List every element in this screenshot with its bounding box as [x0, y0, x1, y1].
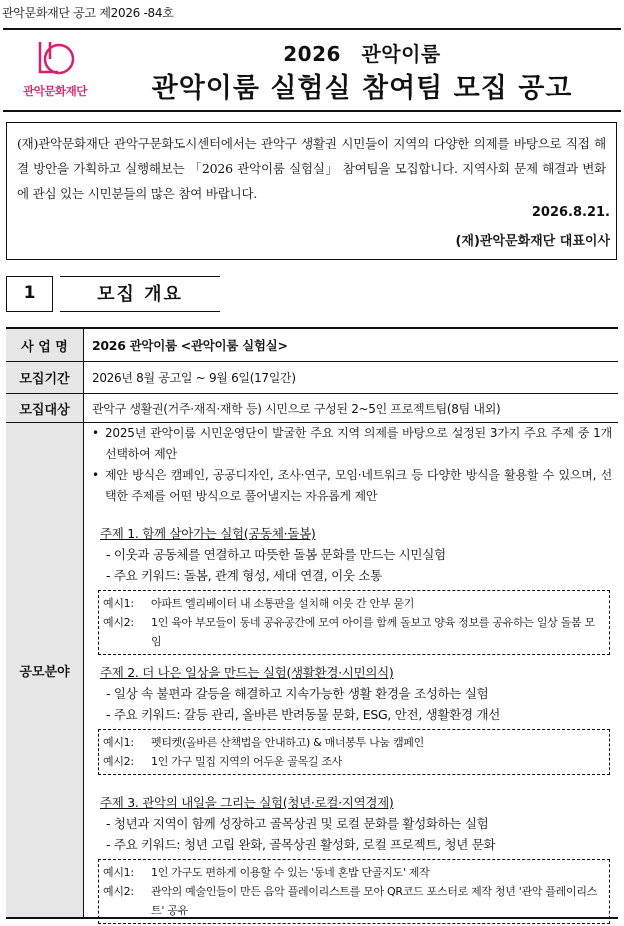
- announcement-date: 2026.8.21.: [531, 205, 610, 220]
- section-number: 1: [6, 276, 53, 312]
- section-title: 모집 개요: [60, 276, 220, 312]
- topic-heading: 주제 3. 관악의 내일을 그리는 실험(청년·로컬·지역경제): [100, 795, 394, 810]
- signer: (재)관악문화재단 대표이사: [455, 234, 610, 249]
- header-top-rule: [3, 28, 621, 30]
- table-row-project-name: [6, 329, 618, 362]
- topic-heading: 주제 2. 더 나은 일상을 만드는 실험(생활환경·시민의식): [100, 665, 394, 680]
- table-row-target: [6, 394, 618, 423]
- example-item: 예시1: 아파트 엘리베이터 내 소통판을 설치해 이웃 간 안부 묻기: [103, 597, 415, 610]
- list-item: • 2025년 관악이룸 시민운영단이 발굴한 주요 지역 의제를 바탕으로 설정된 3가지 주요 주제 중 1개 선택하여 제안: [92, 423, 612, 465]
- foundation-logo: [14, 38, 96, 102]
- example-item: 예시2: 1인 가구 밀집 지역의 어두운 골목길 조사: [103, 755, 343, 768]
- bullet-icon: •: [92, 468, 99, 482]
- header-bottom-rule: [3, 110, 621, 112]
- row-label: 모집대상: [6, 394, 84, 422]
- example-box: [98, 729, 610, 775]
- example-box: [98, 859, 610, 924]
- topic-description: - 청년과 지역이 함께 성장하고 골목상권 및 로컬 문화를 활성화하는 실험: [106, 816, 489, 831]
- topic-keywords: - 주요 키워드: 돌봄, 관계 형성, 세대 연결, 이웃 소통: [106, 568, 382, 583]
- topic-description: - 이웃과 공동체를 연결하고 따뜻한 돌봄 문화를 만드는 시민실험: [106, 547, 446, 562]
- logo-text: 관악문화재단: [23, 84, 87, 98]
- row-value: 관악구 생활권(거주·재직·재학 등) 시민으로 구성된 2~5인 프로젝트팀(8팀 내외): [92, 401, 501, 416]
- document-number: 관악문화재단 공고 제2026 -84호: [2, 6, 174, 20]
- row-value: 2026 관악이룸 <관악이룸 실험실>: [92, 338, 288, 353]
- example-item: 예시1: 1인 가구도 편하게 이용할 수 있는 '동네 혼밥 단골지도' 제작: [103, 866, 430, 879]
- field-content: [88, 423, 614, 917]
- row-label: 공모분야: [6, 423, 84, 917]
- intro-text: (재)관악문화재단 관악구문화도시센터에서는 관악구 생활권 시민들이 지역의 다양한 의제를 바탕으로 직접 해결 방안을 가획하고 실행해보는 「2026 관악이룸 실험실」 참여팀을 모집합니다. 지역사회 문제 해결과 변화에 관심 있는 시민분들의 많은 참여 바랍니다.: [17, 136, 606, 201]
- example-item: 예시1: 펫티켓(올바른 산책법을 안내하고) & 매너봉투 나눔 캠페인: [103, 736, 424, 749]
- example-item: 예시2: 관악의 예술인들이 만든 음악 플레이리스트를 모아 QR코드 포스터로 제작 청년 '관악 플레이리스트' 공유: [103, 885, 597, 917]
- page-title-line2: 관악이룸 실험실 참여팀 모집 공고: [151, 73, 573, 104]
- example-item: 예시2: 1인 육아 부모들이 동네 공유공간에 모여 아이를 함께 돌보고 양육 정보를 공유하는 일상 돌봄 모임: [103, 616, 595, 648]
- example-box: [98, 590, 610, 655]
- table-row-field: [6, 423, 618, 917]
- overview-table: [6, 327, 618, 919]
- logo-mark-icon: [34, 38, 76, 80]
- topic-keywords: - 주요 키워드: 청년 고립 완화, 골목상권 활성화, 로컬 프로젝트, 청년 문화: [106, 837, 496, 852]
- topic-heading: 주제 1. 함께 살아가는 실험(공동체·돌봄): [100, 526, 316, 541]
- topic-keywords: - 주요 키워드: 갈등 관리, 올바른 반려동물 문화, ESG, 안전, 생활환경 개선: [106, 707, 500, 722]
- intro-box: [6, 122, 617, 260]
- row-value: 2026년 8월 공고일 ~ 9월 6일(17일간): [92, 371, 296, 385]
- bullet-icon: •: [92, 426, 99, 440]
- table-row-period: [6, 362, 618, 394]
- list-item: • 제안 방식은 캠페인, 공공디자인, 조사·연구, 모임·네트워크 등 다양한 방식을 활용할 수 있으며, 선택한 주제를 어떤 방식으로 풀어낼지는 자유롭게 제안: [92, 465, 612, 507]
- topic-description: - 일상 속 불편과 갈등을 해결하고 지속가능한 생활 환경을 조성하는 실험: [106, 686, 489, 701]
- page-title-line1: 2026 관악이룸: [283, 42, 441, 66]
- row-label: 모집기간: [6, 362, 84, 393]
- row-label: 사 업 명: [6, 329, 84, 361]
